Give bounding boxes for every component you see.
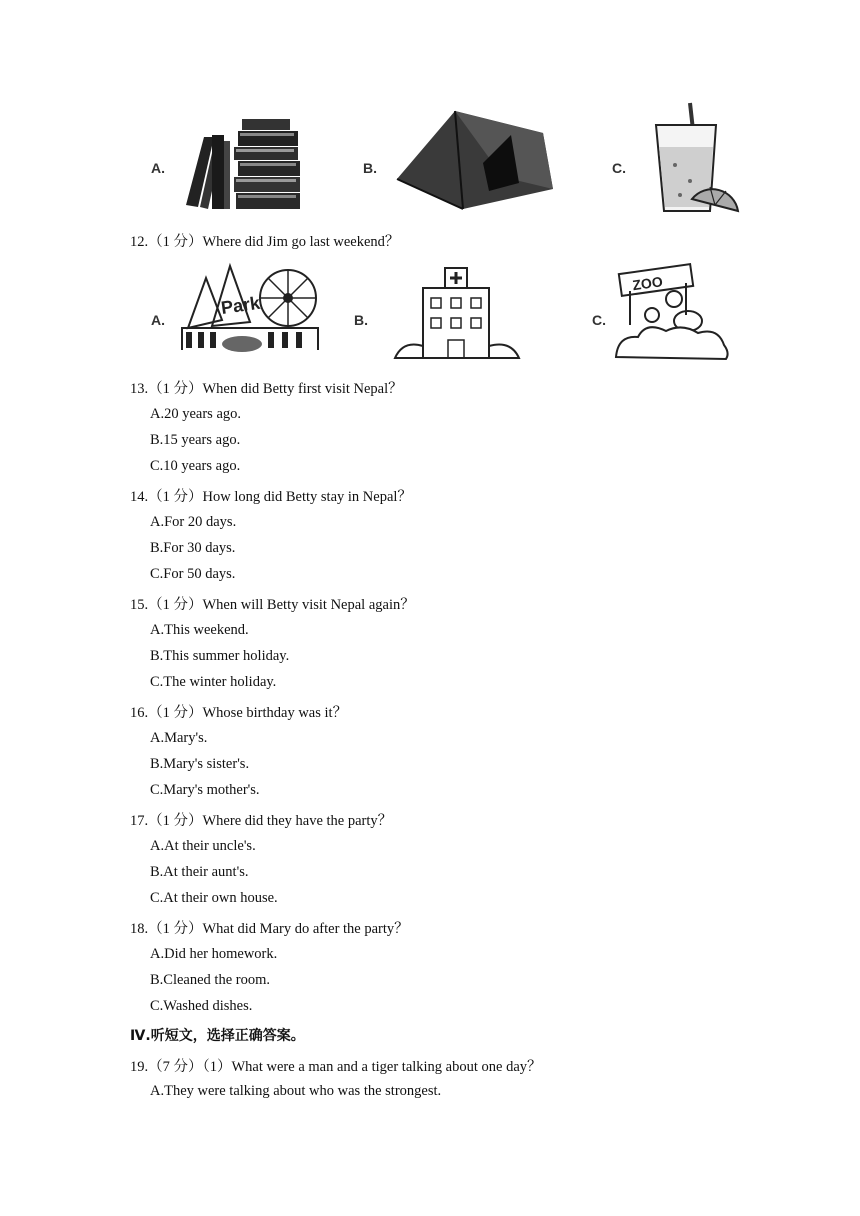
juice-illustration: [650, 103, 742, 218]
question-text: Whose birthday was it？: [202, 705, 348, 721]
question-score: （7 分）: [148, 1059, 203, 1075]
question-16: [130, 701, 347, 722]
option-b: B.At their aunt's.: [150, 864, 249, 880]
question-text: What did Mary do after the party？: [202, 921, 409, 937]
question-19: [130, 1055, 542, 1076]
section-heading: Ⅳ.听短文，选择正确答案。: [130, 1028, 305, 1044]
question-number: 16.: [130, 705, 149, 721]
zoo-illustration: [612, 265, 732, 365]
option-b: B.Cleaned the room.: [150, 972, 271, 988]
option-a: A.Did her homework.: [150, 946, 278, 962]
question-number: 18.: [130, 921, 149, 937]
question-number: 14.: [130, 489, 149, 505]
hospital-illustration: [393, 266, 523, 364]
option-a: A.At their uncle's.: [150, 838, 256, 854]
option-a: A.20 years ago.: [150, 406, 242, 422]
option-c: C.For 50 days.: [150, 566, 236, 582]
option-c: C.10 years ago.: [150, 458, 241, 474]
question-15: [130, 593, 415, 614]
tent-illustration: [393, 107, 558, 212]
question-score: （1 分）: [148, 921, 203, 937]
option-letter-a: A.: [151, 160, 165, 176]
option-b: B.This summer holiday.: [150, 648, 290, 664]
option-b: B.15 years ago.: [150, 432, 241, 448]
question-number: 13.: [130, 381, 149, 397]
option-b: B.For 30 days.: [150, 540, 236, 556]
option-a: A.They were talking about who was the strongest.: [150, 1083, 442, 1099]
option-a: A.This weekend.: [150, 622, 249, 638]
option-letter-c: C.: [612, 160, 626, 176]
question-13: [130, 377, 403, 398]
option-letter-a: A.: [151, 312, 165, 328]
question-number: 12.: [130, 234, 149, 250]
question-text: How long did Betty stay in Nepal？: [202, 489, 412, 505]
question-score: （1 分）: [148, 381, 203, 397]
question-score: （1 分）: [148, 234, 203, 250]
svg-text:ZOO: ZOO: [631, 273, 664, 294]
question-17: [130, 809, 392, 830]
option-c: C.Mary's mother's.: [150, 782, 260, 798]
option-c: C.The winter holiday.: [150, 674, 277, 690]
question-score: （1 分）: [148, 705, 203, 721]
question-score: （1 分）: [148, 813, 203, 829]
svg-text:Park: Park: [219, 292, 262, 318]
option-a: A.Mary's.: [150, 730, 208, 746]
question-14: [130, 485, 412, 506]
option-c: C.At their own house.: [150, 890, 278, 906]
question-text: Where did Jim go last weekend？: [202, 234, 400, 250]
question-12: [130, 230, 399, 251]
question-number: 17.: [130, 813, 149, 829]
books-illustration: [178, 115, 308, 213]
question-text: （1）What were a man and a tiger talking about one day？: [202, 1059, 542, 1075]
option-c: C.Washed dishes.: [150, 998, 253, 1014]
amusement-park-illustration: [178, 258, 323, 358]
option-a: A.For 20 days.: [150, 514, 237, 530]
option-b: B.Mary's sister's.: [150, 756, 250, 772]
question-number: 15.: [130, 597, 149, 613]
option-letter-c: C.: [592, 312, 606, 328]
question-text: When will Betty visit Nepal again？: [202, 597, 415, 613]
question-18: [130, 917, 409, 938]
question-score: （1 分）: [148, 489, 203, 505]
option-letter-b: B.: [363, 160, 377, 176]
question-score: （1 分）: [148, 597, 203, 613]
option-letter-b: B.: [354, 312, 368, 328]
question-text: Where did they have the party？: [202, 813, 393, 829]
question-text: When did Betty first visit Nepal？: [202, 381, 403, 397]
question-number: 19.: [130, 1059, 149, 1075]
